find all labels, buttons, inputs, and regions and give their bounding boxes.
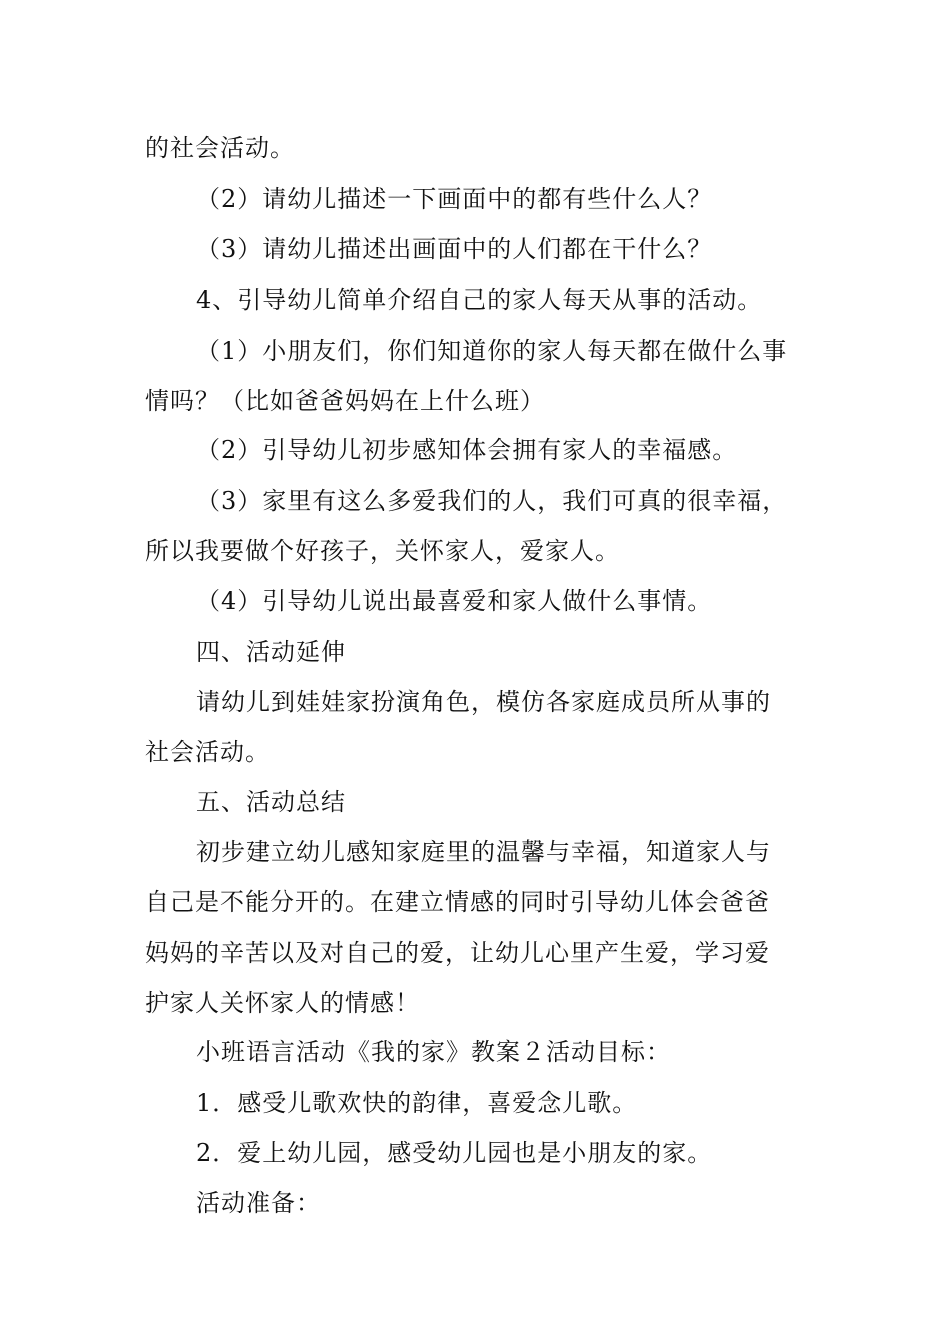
- paragraph-line: 所以我要做个好孩子，关怀家人，爱家人。: [145, 537, 620, 565]
- paragraph-line: 社会活动。: [145, 738, 270, 766]
- paragraph-line: （3）请幼儿描述出画面中的人们都在干什么？: [196, 235, 713, 263]
- paragraph-line: （2）请幼儿描述一下画面中的都有些什么人？: [196, 185, 713, 213]
- section-heading: 五、活动总结: [196, 788, 346, 816]
- paragraph-line: 情吗？（比如爸爸妈妈在上什么班）: [145, 387, 545, 415]
- paragraph-line: （4）引导幼儿说出最喜爱和家人做什么事情。: [196, 587, 713, 615]
- paragraph-line: 妈妈的辛苦以及对自己的爱，让幼儿心里产生爱，学习爱: [145, 939, 770, 967]
- paragraph-line: 自己是不能分开的。在建立情感的同时引导幼儿体会爸爸: [145, 888, 770, 916]
- paragraph-line: （3）家里有这么多爱我们的人，我们可真的很幸福，: [196, 487, 788, 515]
- paragraph-line: 护家人关怀家人的情感！: [145, 989, 420, 1017]
- paragraph-line: 初步建立幼儿感知家庭里的温馨与幸福，知道家人与: [196, 838, 771, 866]
- paragraph-line: 请幼儿到娃娃家扮演角色，模仿各家庭成员所从事的: [196, 688, 771, 716]
- paragraph-line: 小班语言活动《我的家》教案２活动目标：: [196, 1038, 671, 1066]
- list-item: 2．爱上幼儿园，感受幼儿园也是小朋友的家。: [196, 1139, 713, 1167]
- list-item: 1．感受儿歌欢快的韵律，喜爱念儿歌。: [196, 1089, 638, 1117]
- paragraph-line: 4、引导幼儿简单介绍自己的家人每天从事的活动。: [196, 286, 763, 314]
- section-heading: 活动准备：: [196, 1189, 321, 1217]
- paragraph-line: （1）小朋友们，你们知道你的家人每天都在做什么事: [196, 337, 788, 365]
- paragraph-line: （2）引导幼儿初步感知体会拥有家人的幸福感。: [196, 436, 738, 464]
- section-heading: 四、活动延伸: [196, 638, 346, 666]
- paragraph-line: 的社会活动。: [145, 134, 295, 162]
